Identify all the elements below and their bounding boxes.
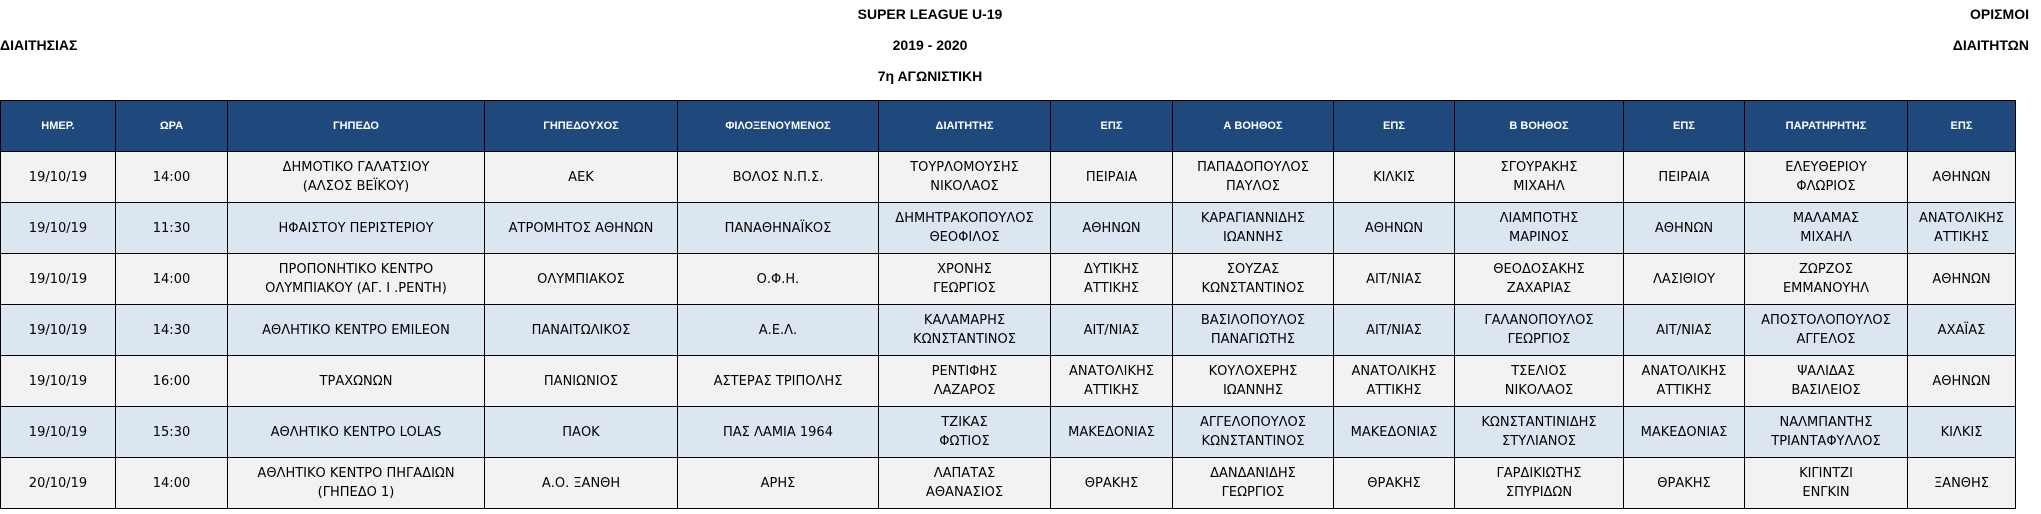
cell-referee	[879, 305, 1051, 356]
cell-assistant-b-eps	[1624, 356, 1745, 407]
cell-assistant-b-line: ΤΣΕΛΙΟΣ	[1511, 364, 1567, 379]
cell-referee-eps	[1051, 254, 1173, 305]
table-row	[1, 407, 2016, 458]
cell-assistant-a	[1173, 203, 1334, 254]
cell-observer-eps	[1908, 305, 2016, 356]
cell-observer-eps-line: ΑΤΤΙΚΗΣ	[1933, 230, 1990, 245]
cell-observer-line: ΑΠΟΣΤΟΛΟΠΟΥΛΟΣ	[1761, 313, 1891, 328]
cell-assistant-a-eps	[1334, 152, 1455, 203]
cell-assistant-a-eps-line: ΑΘΗΝΩΝ	[1364, 220, 1424, 236]
cell-stadium	[228, 458, 485, 509]
cell-assistant-b-line: ΓΑΛΑΝΟΠΟΥΛΟΣ	[1484, 313, 1594, 328]
cell-observer-eps-line: ΑΝΑΤΟΛΙΚΗΣ	[1919, 211, 2004, 226]
cell-stadium-line: ΑΘΛΗΤΙΚΟ ΚΕΝΤΡΟ EMILEON	[262, 322, 450, 338]
cell-assistant-b-eps-line: ΘΡΑΚΗΣ	[1657, 475, 1711, 491]
cell-assistant-a-eps	[1334, 305, 1455, 356]
cell-observer-eps-line: ΑΧΑΪΑΣ	[1937, 322, 1986, 338]
cell-home-team: ΠΑΝΙΩΝΙΟΣ	[485, 356, 678, 407]
cell-home-team: ΠΑΟΚ	[485, 407, 678, 458]
cell-referee-eps-line: ΜΑΚΕΔΟΝΙΑΣ	[1068, 424, 1155, 440]
cell-assistant-a-eps-line: ΑΙΤ/ΝΙΑΣ	[1366, 271, 1422, 287]
cell-referee-line: ΔΗΜΗΤΡΑΚΟΠΟΥΛΟΣ	[895, 211, 1034, 226]
table-row	[1, 458, 2016, 509]
cell-observer-line: ΜΑΛΑΜΑΣ	[1792, 211, 1860, 226]
table-row	[1, 152, 2016, 203]
col-header-assistant-b-eps: ΕΠΣ	[1624, 101, 1745, 152]
cell-referee-line: ΑΘΑΝΑΣΙΟΣ	[925, 485, 1004, 500]
col-header-away-team: ΦΙΛΟΞΕΝΟΥΜΕΝΟΣ	[678, 101, 879, 152]
cell-stadium-line: ΔΗΜΟΤΙΚΟ ΓΑΛΑΤΣΙΟΥ	[282, 160, 430, 175]
cell-assistant-b	[1455, 458, 1624, 509]
cell-referee-eps-line: ΘΡΑΚΗΣ	[1084, 475, 1139, 491]
cell-referee-eps	[1051, 305, 1173, 356]
cell-assistant-a-eps-line: ΑΤΤΙΚΗΣ	[1366, 383, 1422, 398]
cell-assistant-a-eps	[1334, 254, 1455, 305]
cell-referee-eps-line: ΑΤΤΙΚΗΣ	[1083, 383, 1140, 398]
cell-assistant-b	[1455, 254, 1624, 305]
cell-referee-line: ΛΑΖΑΡΟΣ	[933, 383, 996, 398]
cell-observer-line: ΒΑΣΙΛΕΙΟΣ	[1791, 383, 1861, 398]
cell-assistant-b-eps	[1624, 152, 1745, 203]
cell-observer-eps	[1908, 152, 2016, 203]
cell-stadium-line: ΑΘΛΗΤΙΚΟ ΚΕΝΤΡΟ ΠΗΓΑΔΙΩΝ	[257, 466, 455, 481]
cell-assistant-b-eps-line: ΑΘΗΝΩΝ	[1654, 220, 1714, 236]
cell-assistant-b	[1455, 356, 1624, 407]
cell-assistant-a-eps-line: ΜΑΚΕΔΟΝΙΑΣ	[1350, 424, 1438, 440]
cell-stadium-line: ΠΡΟΠΟΝΗΤΙΚΟ ΚΕΝΤΡΟ	[278, 262, 434, 277]
cell-assistant-b-eps	[1624, 458, 1745, 509]
cell-assistant-a	[1173, 152, 1334, 203]
cell-time: 14:00	[116, 152, 228, 203]
cell-assistant-a-line: ΚΑΡΑΓΙΑΝΝΙΔΗΣ	[1200, 211, 1306, 226]
cell-observer-line: ΜΙΧΑΗΛ	[1800, 230, 1852, 245]
page-title: SUPER LEAGUE U-19	[857, 6, 1003, 22]
cell-observer	[1745, 152, 1908, 203]
cell-referee-line: ΚΩΝΣΤΑΝΤΙΝΟΣ	[913, 332, 1016, 347]
right-header-label-top: ΟΡΙΣΜΟΙ	[1970, 6, 2029, 22]
cell-assistant-b-line: ΘΕΟΔΟΣΑΚΗΣ	[1493, 262, 1585, 277]
cell-home-team: ΠΑΝΑΙΤΩΛΙΚΟΣ	[485, 305, 678, 356]
col-header-home-team: ΓΗΠΕΔΟΥΧΟΣ	[485, 101, 678, 152]
cell-referee-eps-line: ΠΕΙΡΑΙΑ	[1085, 169, 1138, 185]
cell-home-team: Α.Ο. ΞΑΝΘΗ	[485, 458, 678, 509]
cell-away-team: ΒΟΛΟΣ Ν.Π.Σ.	[678, 152, 879, 203]
cell-date: 19/10/19	[1, 407, 116, 458]
cell-referee-line: ΛΑΠΑΤΑΣ	[933, 466, 996, 481]
cell-stadium	[228, 407, 485, 458]
cell-assistant-b-line: ΜΑΡΙΝΟΣ	[1509, 230, 1569, 245]
cell-assistant-a	[1173, 407, 1334, 458]
cell-away-team: Α.Ε.Λ.	[678, 305, 879, 356]
cell-assistant-a-line: ΚΩΝΣΤΑΝΤΙΝΟΣ	[1201, 281, 1305, 296]
col-header-date: ΗΜΕΡ.	[1, 101, 116, 152]
cell-assistant-a	[1173, 458, 1334, 509]
cell-assistant-a-line: ΙΩΑΝΝΗΣ	[1222, 230, 1284, 245]
cell-observer-line: ΕΛΕΥΘΕΡΙΟΥ	[1785, 160, 1867, 175]
cell-referee-line: ΤΖΙΚΑΣ	[941, 415, 988, 430]
cell-referee	[879, 254, 1051, 305]
cell-assistant-b-line: ΣΓΟΥΡΑΚΗΣ	[1500, 160, 1578, 175]
cell-assistant-b-eps	[1624, 305, 1745, 356]
cell-referee-line: ΤΟΥΡΛΟΜΟΥΣΗΣ	[910, 160, 1019, 175]
cell-referee-eps-line: ΑΘΗΝΩΝ	[1082, 220, 1141, 236]
cell-referee-eps-line: ΑΤΤΙΚΗΣ	[1083, 281, 1140, 296]
cell-assistant-b-eps-line: ΛΑΣΙΘΙΟΥ	[1652, 271, 1716, 287]
cell-assistant-a-line: ΠΑΥΛΟΣ	[1226, 179, 1280, 194]
cell-observer	[1745, 305, 1908, 356]
cell-assistant-a-eps-line: ΑΙΤ/ΝΙΑΣ	[1366, 322, 1422, 338]
cell-time: 16:00	[116, 356, 228, 407]
table-row	[1, 254, 2016, 305]
cell-observer	[1745, 407, 1908, 458]
cell-observer-line: ΚΙΓΙΝΤΖΙ	[1799, 466, 1853, 481]
cell-away-team: ΠΑΝΑΘΗΝΑΪΚΟΣ	[678, 203, 879, 254]
cell-stadium	[228, 254, 485, 305]
cell-referee-eps	[1051, 356, 1173, 407]
cell-observer-eps	[1908, 407, 2016, 458]
cell-date: 19/10/19	[1, 305, 116, 356]
cell-away-team: ΑΡΗΣ	[678, 458, 879, 509]
cell-stadium-line: ΗΦΑΙΣΤΟΥ ΠΕΡΙΣΤΕΡΙΟΥ	[278, 220, 434, 236]
matchday-label: 7η ΑΓΩΝΙΣΤΙΚΗ	[877, 68, 983, 84]
cell-observer	[1745, 254, 1908, 305]
cell-observer-line: ΑΓΓΕΛΟΣ	[1796, 332, 1856, 347]
cell-assistant-b	[1455, 305, 1624, 356]
cell-assistant-a-line: ΑΓΓΕΛΟΠΟΥΛΟΣ	[1199, 415, 1306, 430]
cell-assistant-a-line: ΒΑΣΙΛΟΠΟΥΛΟΣ	[1200, 313, 1306, 328]
cell-assistant-b-line: ΜΙΧΑΗΛ	[1513, 179, 1565, 194]
col-header-assistant-a-eps: ΕΠΣ	[1334, 101, 1455, 152]
cell-time: 11:30	[116, 203, 228, 254]
cell-time: 14:30	[116, 305, 228, 356]
cell-assistant-b-eps	[1624, 203, 1745, 254]
cell-referee-eps-line: ΑΝΑΤΟΛΙΚΗΣ	[1069, 364, 1154, 379]
cell-assistant-a-eps	[1334, 407, 1455, 458]
cell-observer-eps	[1908, 458, 2016, 509]
cell-assistant-b-line: ΛΙΑΜΠΟΤΗΣ	[1499, 211, 1579, 226]
cell-date: 19/10/19	[1, 152, 116, 203]
cell-referee-line: ΓΕΩΡΓΙΟΣ	[933, 281, 996, 296]
cell-assistant-b	[1455, 152, 1624, 203]
cell-observer-eps	[1908, 356, 2016, 407]
cell-assistant-a-line: ΠΑΝΑΓΙΩΤΗΣ	[1210, 332, 1296, 347]
cell-date: 19/10/19	[1, 356, 116, 407]
cell-stadium	[228, 305, 485, 356]
cell-assistant-b-eps-line: ΑΙΤ/ΝΙΑΣ	[1656, 322, 1712, 338]
cell-assistant-a-line: ΙΩΑΝΝΗΣ	[1222, 383, 1284, 398]
cell-assistant-a-eps-line: ΑΝΑΤΟΛΙΚΗΣ	[1351, 364, 1437, 379]
cell-observer-line: ΕΝΓΚΙΝ	[1802, 485, 1850, 500]
col-header-time: ΩΡΑ	[116, 101, 228, 152]
referee-assignments-table	[0, 100, 2016, 509]
cell-away-team: ΑΣΤΕΡΑΣ ΤΡΙΠΟΛΗΣ	[678, 356, 879, 407]
cell-assistant-a-line: ΚΟΥΛΟΧΕΡΗΣ	[1208, 364, 1298, 379]
cell-referee	[879, 407, 1051, 458]
cell-referee	[879, 356, 1051, 407]
col-header-assistant-b: Β ΒΟΗΘΟΣ	[1455, 101, 1624, 152]
cell-assistant-a-eps	[1334, 356, 1455, 407]
cell-home-team: ΑΕΚ	[485, 152, 678, 203]
cell-stadium-line: (ΑΛΣΟΣ ΒΕΪΚΟΥ)	[302, 179, 410, 194]
cell-home-team: ΟΛΥΜΠΙΑΚΟΣ	[485, 254, 678, 305]
cell-observer-line: ΤΡΙΑΝΤΑΦΥΛΛΟΣ	[1771, 434, 1881, 449]
cell-assistant-b-eps-line: ΜΑΚΕΔΟΝΙΑΣ	[1640, 424, 1728, 440]
cell-referee-eps	[1051, 203, 1173, 254]
cell-time: 14:00	[116, 458, 228, 509]
season-label: 2019 - 2020	[892, 37, 968, 53]
cell-referee-line: ΚΑΛΑΜΑΡΗΣ	[923, 313, 1006, 328]
cell-referee	[879, 152, 1051, 203]
cell-assistant-b-eps	[1624, 407, 1745, 458]
cell-referee-eps	[1051, 458, 1173, 509]
cell-referee-eps	[1051, 407, 1173, 458]
cell-observer	[1745, 458, 1908, 509]
cell-time: 15:30	[116, 407, 228, 458]
cell-stadium-line: ΤΡΑΧΩΝΩΝ	[319, 373, 393, 389]
cell-assistant-a-line: ΠΑΠΑΔΟΠΟΥΛΟΣ	[1197, 160, 1309, 175]
cell-observer-line: ΖΩΡΖΟΣ	[1798, 262, 1854, 277]
col-header-stadium: ΓΗΠΕΔΟ	[228, 101, 485, 152]
cell-observer-line: ΦΛΩΡΙΟΣ	[1796, 179, 1856, 194]
cell-referee-eps	[1051, 152, 1173, 203]
col-header-referee: ΔΙΑΙΤΗΤΗΣ	[879, 101, 1051, 152]
col-header-observer-eps: ΕΠΣ	[1908, 101, 2016, 152]
cell-observer-eps	[1908, 254, 2016, 305]
cell-home-team: ΑΤΡΟΜΗΤΟΣ ΑΘΗΝΩΝ	[485, 203, 678, 254]
col-header-referee-eps: ΕΠΣ	[1051, 101, 1173, 152]
cell-referee-eps-line: ΑΙΤ/ΝΙΑΣ	[1083, 322, 1140, 338]
cell-assistant-b	[1455, 203, 1624, 254]
cell-observer-line: ΕΜΜΑΝΟΥΗΛ	[1782, 281, 1870, 296]
cell-assistant-b-line: ΖΑΧΑΡΙΑΣ	[1506, 281, 1572, 296]
cell-assistant-a-line: ΓΕΩΡΓΙΟΣ	[1221, 485, 1285, 500]
cell-assistant-b	[1455, 407, 1624, 458]
cell-observer-eps	[1908, 203, 2016, 254]
cell-assistant-b-eps-line: ΑΤΤΙΚΗΣ	[1656, 383, 1712, 398]
cell-observer-line: ΨΑΛΙΔΑΣ	[1797, 364, 1855, 379]
cell-assistant-a-eps-line: ΘΡΑΚΗΣ	[1367, 475, 1421, 491]
cell-assistant-a	[1173, 254, 1334, 305]
cell-assistant-a-line: ΚΩΝΣΤΑΝΤΙΝΟΣ	[1201, 434, 1305, 449]
cell-assistant-b-line: ΝΙΚΟΛΑΟΣ	[1504, 383, 1574, 398]
cell-referee-line: ΝΙΚΟΛΑΟΣ	[930, 179, 999, 194]
cell-stadium	[228, 152, 485, 203]
cell-away-team: Ο.Φ.Η.	[678, 254, 879, 305]
left-header-label: ΔΙΑΙΤΗΣΙΑΣ	[0, 37, 78, 53]
cell-assistant-a-eps	[1334, 203, 1455, 254]
cell-observer-eps-line: ΑΘΗΝΩΝ	[1932, 169, 1991, 185]
cell-assistant-b-line: ΣΤΥΛΙΑΝΟΣ	[1502, 434, 1576, 449]
cell-assistant-b-line: ΚΩΝΣΤΑΝΤΙΝΙΔΗΣ	[1481, 415, 1597, 430]
col-header-assistant-a: Α ΒΟΗΘΟΣ	[1173, 101, 1334, 152]
cell-observer-eps-line: ΑΘΗΝΩΝ	[1932, 373, 1991, 389]
cell-assistant-b-eps-line: ΑΝΑΤΟΛΙΚΗΣ	[1641, 364, 1727, 379]
cell-referee	[879, 458, 1051, 509]
cell-assistant-b-eps	[1624, 254, 1745, 305]
cell-assistant-b-eps-line: ΠΕΙΡΑΙΑ	[1658, 169, 1710, 185]
cell-referee-line: ΘΕΟΦΙΛΟΣ	[929, 230, 1000, 245]
table-header-row	[1, 101, 2016, 152]
cell-assistant-a	[1173, 305, 1334, 356]
table-row	[1, 356, 2016, 407]
cell-observer-eps-line: ΑΘΗΝΩΝ	[1932, 271, 1991, 287]
right-header-label-bottom: ΔΙΑΙΤΗΤΩΝ	[1952, 37, 2029, 53]
cell-assistant-a	[1173, 356, 1334, 407]
cell-referee	[879, 203, 1051, 254]
col-header-observer: ΠΑΡΑΤΗΡΗΤΗΣ	[1745, 101, 1908, 152]
cell-assistant-a-eps-line: ΚΙΛΚΙΣ	[1373, 169, 1415, 185]
cell-stadium-line: (ΓΗΠΕΔΟ 1)	[317, 485, 395, 500]
cell-referee-line: ΡΕΝΤΙΦΗΣ	[931, 364, 998, 379]
table-body	[1, 152, 2016, 509]
cell-assistant-b-line: ΣΠΥΡΙΔΩΝ	[1505, 485, 1573, 500]
cell-observer-eps-line: ΞΑΝΘΗΣ	[1933, 475, 1990, 491]
cell-away-team: ΠΑΣ ΛΑΜΙΑ 1964	[678, 407, 879, 458]
cell-date: 20/10/19	[1, 458, 116, 509]
cell-assistant-b-line: ΓΑΡΔΙΚΙΩΤΗΣ	[1496, 466, 1582, 481]
cell-assistant-a-eps	[1334, 458, 1455, 509]
cell-date: 19/10/19	[1, 254, 116, 305]
cell-observer	[1745, 356, 1908, 407]
cell-stadium-line: ΑΘΛΗΤΙΚΟ ΚΕΝΤΡΟ LOLAS	[270, 424, 442, 440]
cell-assistant-a-line: ΣΟΥΖΑΣ	[1226, 262, 1280, 277]
table-row	[1, 203, 2016, 254]
table-row	[1, 305, 2016, 356]
cell-observer-line: ΝΑΛΜΠΑΝΤΗΣ	[1779, 415, 1873, 430]
cell-assistant-b-line: ΓΕΩΡΓΙΟΣ	[1507, 332, 1571, 347]
cell-stadium	[228, 356, 485, 407]
cell-referee-line: ΧΡΟΝΗΣ	[937, 262, 992, 277]
cell-time: 14:00	[116, 254, 228, 305]
cell-date: 19/10/19	[1, 203, 116, 254]
cell-observer	[1745, 203, 1908, 254]
cell-observer-eps-line: ΚΙΛΚΙΣ	[1940, 424, 1983, 440]
cell-stadium-line: ΟΛΥΜΠΙΑΚΟΥ (ΑΓ. Ι .ΡΕΝΤΗ)	[265, 281, 447, 296]
cell-referee-eps-line: ΔΥΤΙΚΗΣ	[1083, 262, 1140, 277]
cell-assistant-a-line: ΔΑΝΔΑΝΙΔΗΣ	[1210, 466, 1296, 481]
cell-referee-line: ΦΩΤΙΟΣ	[939, 434, 990, 449]
cell-stadium	[228, 203, 485, 254]
